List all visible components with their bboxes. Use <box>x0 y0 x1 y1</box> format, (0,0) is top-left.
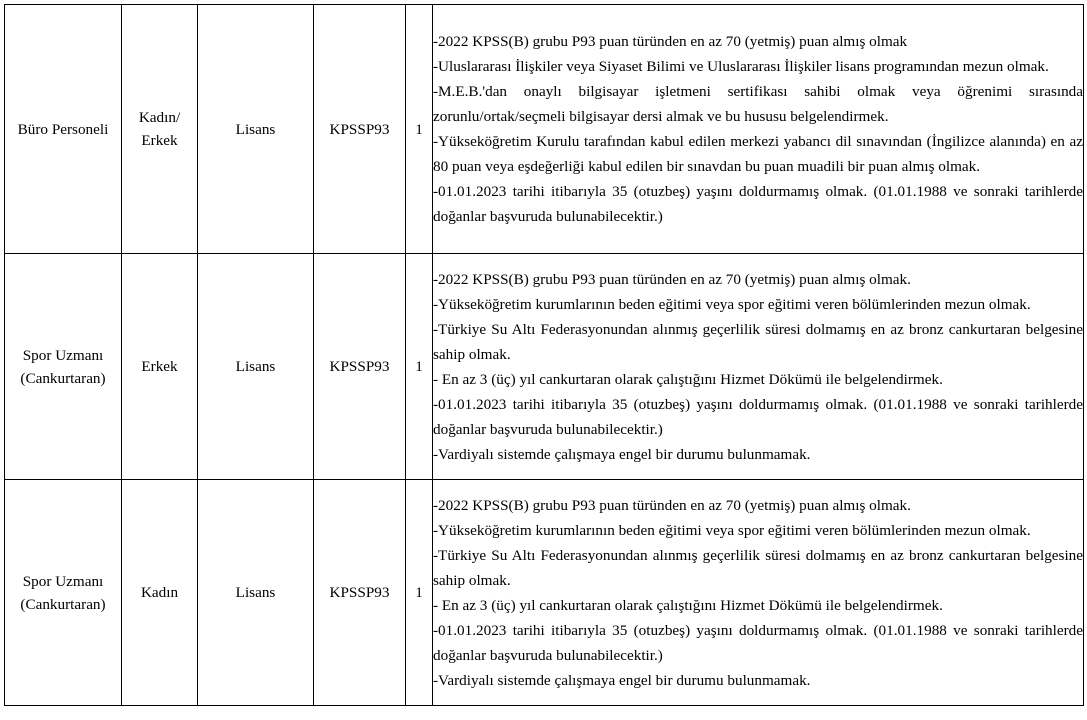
gender-line: Erkek <box>141 358 178 375</box>
position-name: Spor Uzmanı <box>22 346 104 364</box>
requirement-item: -Vardiyalı sistemde çalışmaya engel bir durumu bulunmamak. <box>433 445 811 463</box>
position-cell <box>5 5 122 254</box>
table-row <box>5 5 1084 254</box>
education-cell: Lisans <box>198 480 314 706</box>
requirement-item: - En az 3 (üç) yıl cankurtaran olarak çalıştığını Hizmet Dökümü ile belgelendirmek. <box>433 370 943 388</box>
gender-cell <box>122 480 198 706</box>
requirement-item: -Yükseköğretim Kurulu tarafından kabul edilen merkezi yabancı dil sınavından (İngilizce alanında) en az 80 puan veya eşdeğerliği kabul edilen bir sınavdan bu puan muadili bir puan almış olmak. <box>433 133 1083 175</box>
requirement-item: -M.E.B.'dan onaylı bilgisayar işletmeni sertifikası sahibi olmak veya öğrenimi sırasında zorunlu/ortak/seçmeli bilgisayar dersi almak ve bu hususu belgelendirmek. <box>433 83 1083 125</box>
position-cell <box>5 254 122 480</box>
requirement-item: -Vardiyalı sistemde çalışmaya engel bir durumu bulunmamak. <box>433 671 811 689</box>
positions-table <box>4 4 1084 706</box>
gender-line: Erkek <box>141 132 178 149</box>
requirement-item: -Uluslararası İlişkiler veya Siyaset Bilimi ve Uluslararası İlişkiler lisans programından mezun olmak. <box>433 58 1049 75</box>
requirement-item: -01.01.2023 tarihi itibarıyla 35 (otuzbeş) yaşını doldurmamış olmak. (01.01.1988 ve sonraki tarihlerde doğanlar başvuruda bulunabilecektir.) <box>433 183 1083 225</box>
score-type-cell: KPSSP93 <box>314 5 406 254</box>
requirement-item: -Türkiye Su Altı Federasyonundan alınmış geçerlilik süresi dolmamış en az bronz cankurtaran belgesine sahip olmak. <box>433 320 1083 363</box>
position-name: Büro Personeli <box>17 120 109 138</box>
position-name: Spor Uzmanı <box>22 572 104 590</box>
education-cell: Lisans <box>198 5 314 254</box>
requirement-item: -01.01.2023 tarihi itibarıyla 35 (otuzbeş) yaşını doldurmamış olmak. (01.01.1988 ve sonraki tarihlerde doğanlar başvuruda bulunabilecektir.) <box>433 395 1083 438</box>
requirement-item: -2022 KPSS(B) grubu P93 puan türünden en az 70 (yetmiş) puan almış olmak <box>433 33 908 50</box>
requirements-cell <box>433 5 1084 254</box>
table-row <box>5 254 1084 480</box>
gender-cell <box>122 5 198 254</box>
requirement-item: -01.01.2023 tarihi itibarıyla 35 (otuzbeş) yaşını doldurmamış olmak. (01.01.1988 ve sonraki tarihlerde doğanlar başvuruda bulunabilecektir.) <box>433 621 1083 664</box>
score-type-cell: KPSSP93 <box>314 480 406 706</box>
count-cell: 1 <box>406 5 433 254</box>
requirement-item: -Yükseköğretim kurumlarının beden eğitimi veya spor eğitimi veren bölümlerinden mezun olmak. <box>433 295 1031 313</box>
requirement-item: -2022 KPSS(B) grubu P93 puan türünden en az 70 (yetmiş) puan almış olmak. <box>433 270 911 288</box>
requirements-cell <box>433 480 1084 706</box>
gender-line: Kadın/ <box>138 109 181 126</box>
score-type-cell: KPSSP93 <box>314 254 406 480</box>
education-cell: Lisans <box>198 254 314 480</box>
gender-line: Kadın <box>140 584 179 601</box>
table-row <box>5 480 1084 706</box>
requirements-cell <box>433 254 1084 480</box>
gender-cell <box>122 254 198 480</box>
position-subtitle: (Cankurtaran) <box>20 369 106 387</box>
position-subtitle: (Cankurtaran) <box>20 595 106 613</box>
requirement-item: -Türkiye Su Altı Federasyonundan alınmış geçerlilik süresi dolmamış en az bronz cankurtaran belgesine sahip olmak. <box>433 546 1083 589</box>
requirement-item: -Yükseköğretim kurumlarının beden eğitimi veya spor eğitimi veren bölümlerinden mezun olmak. <box>433 521 1031 539</box>
position-cell <box>5 480 122 706</box>
requirement-item: - En az 3 (üç) yıl cankurtaran olarak çalıştığını Hizmet Dökümü ile belgelendirmek. <box>433 596 943 614</box>
count-cell: 1 <box>406 254 433 480</box>
count-cell: 1 <box>406 480 433 706</box>
requirement-item: -2022 KPSS(B) grubu P93 puan türünden en az 70 (yetmiş) puan almış olmak. <box>433 496 911 514</box>
